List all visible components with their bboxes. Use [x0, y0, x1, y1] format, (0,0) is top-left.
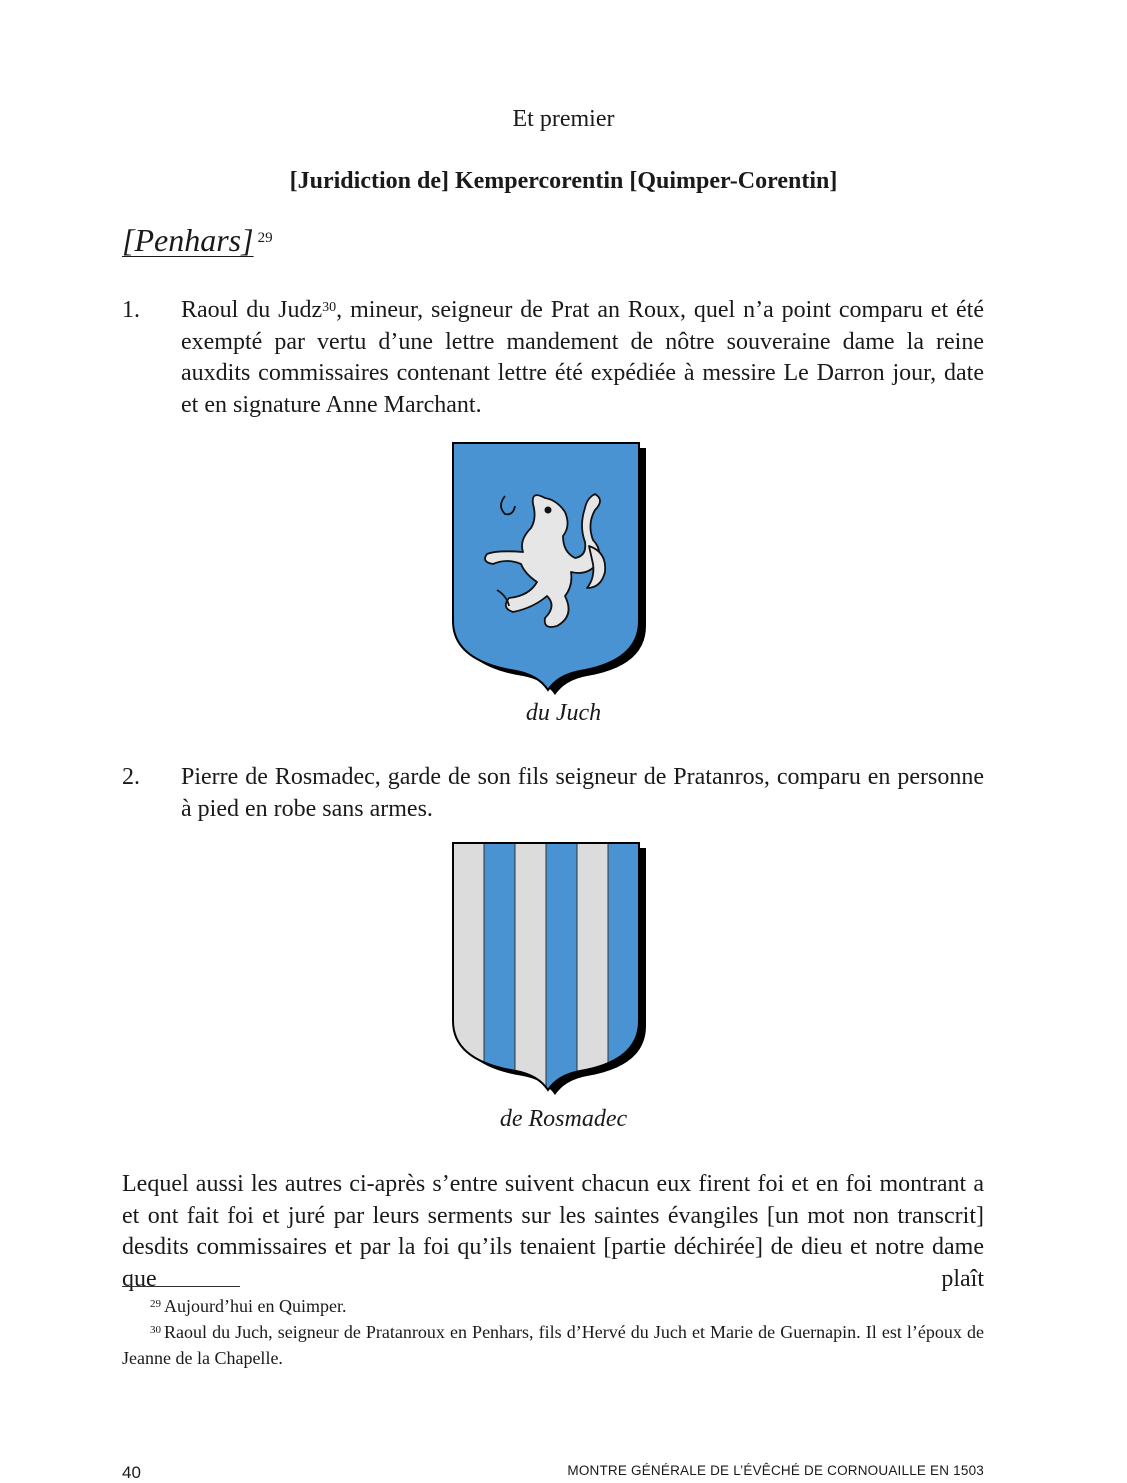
body-paragraph: Lequel aussi les autres ci-après s’entre suivent chacun eux firent foi et en foi montrant a et ont fait foi et juré par leurs serments sur les saintes évangiles [un mot non transcrit] desdits commissaires et par la foi qu’ils tenaient [partie déchirée] de dieu et notre dame que plaît: [122, 1171, 984, 1292]
coat-of-arms-caption: du Juch: [525, 700, 602, 726]
entry-number: 2.: [122, 764, 140, 790]
footnote-text: Aujourd’hui en Quimper.: [164, 1296, 347, 1316]
footnote-text: Raoul du Juch, seigneur de Pratanroux en Penhars, fils d’Hervé du Juch et Marie de Guernapin. Il est l’époux de Jeanne de la Chapelle.: [122, 1322, 984, 1368]
entry-1: [122, 295, 984, 421]
footnote-ref-29: 29: [257, 230, 273, 246]
section-heading: [122, 222, 273, 259]
entry-text: Pierre de Rosmadec, garde de son fils seigneur de Pratanros, comparu en personne à pied en robe sans armes.: [181, 764, 984, 822]
entry-number: 1.: [122, 297, 140, 323]
entry-body: , mineur, seigneur de Prat an Roux, quel n’a point comparu et été exempté par vertu d’une lettre mandement de nôtre souveraine dame la reine auxdits commissaires contenant lettre été expédiée à messire Le Darron jour, date et en signature Anne Marchant.: [181, 297, 984, 418]
footnote-ref-30: 30: [322, 300, 337, 315]
jurisdiction-heading: [Juridiction de] Kempercorentin [Quimper-Corentin]: [289, 168, 838, 194]
footnote-divider: [122, 1286, 240, 1287]
footnote-30: [122, 1319, 984, 1371]
section-title: [Penhars]: [122, 222, 254, 258]
coat-of-arms-caption: de Rosmadec: [499, 1106, 628, 1132]
intro-line: Et premier: [512, 106, 615, 132]
shield-pales: [453, 840, 639, 1098]
entry-text: [181, 295, 984, 421]
footnote-29: [122, 1293, 984, 1319]
running-title: MONTRE GÉNÉRALE DE L’ÉVÊCHÉ DE CORNOUAILLE EN 1503: [567, 1463, 984, 1478]
footnote-mark: 30: [150, 1324, 161, 1336]
lion-rampant-shield-icon: [447, 440, 653, 698]
entry-2: [122, 762, 984, 825]
page-number: 40: [122, 1463, 141, 1482]
footnote-mark: 29: [150, 1298, 161, 1310]
paly-shield-icon: [447, 840, 653, 1098]
entry-name: Raoul du Judz: [181, 297, 323, 323]
